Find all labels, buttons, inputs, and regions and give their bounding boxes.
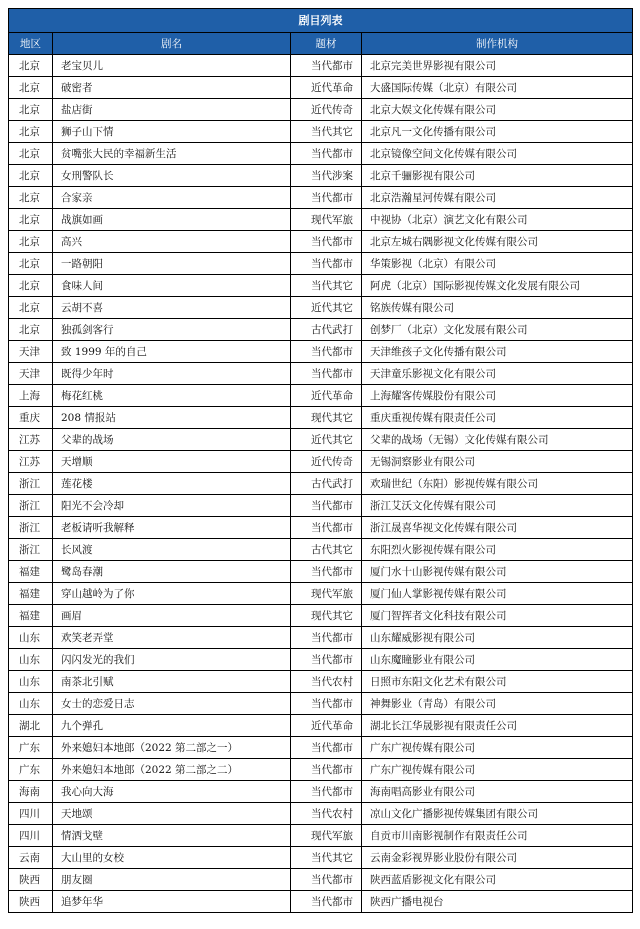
cell-genre: 近代革命	[291, 715, 362, 737]
table-row	[9, 891, 633, 913]
cell-production-company: 神舞影业（青岛）有限公司	[362, 693, 633, 715]
cell-production-company: 厦门仙人掌影视传媒有限公司	[362, 583, 633, 605]
cell-genre: 当代其它	[291, 121, 362, 143]
cell-drama-name: 鹭岛春潮	[53, 561, 291, 583]
table-row	[9, 495, 633, 517]
cell-drama-name: 父辈的战场	[53, 429, 291, 451]
cell-production-company: 山东耀威影视有限公司	[362, 627, 633, 649]
cell-drama-name: 208 情报站	[53, 407, 291, 429]
cell-genre: 当代都市	[291, 187, 362, 209]
cell-genre: 当代都市	[291, 693, 362, 715]
header-production-company: 制作机构	[362, 33, 633, 55]
cell-genre: 当代都市	[291, 737, 362, 759]
cell-production-company: 浙江晟喜华视文化传媒有限公司	[362, 517, 633, 539]
cell-production-company: 广东广视传媒有限公司	[362, 759, 633, 781]
cell-production-company: 凉山文化广播影视传媒集团有限公司	[362, 803, 633, 825]
table-row	[9, 275, 633, 297]
cell-drama-name: 外来媳妇本地郎（2022 第二部之一）	[53, 737, 291, 759]
cell-genre: 近代其它	[291, 429, 362, 451]
cell-production-company: 厦门水十山影视传媒有限公司	[362, 561, 633, 583]
cell-genre: 现代军旅	[291, 583, 362, 605]
cell-region: 上海	[9, 385, 53, 407]
table-row	[9, 671, 633, 693]
cell-genre: 当代都市	[291, 891, 362, 913]
table-row	[9, 847, 633, 869]
table-row	[9, 99, 633, 121]
cell-drama-name: 梅花红桃	[53, 385, 291, 407]
cell-production-company: 自贡市川南影视制作有限责任公司	[362, 825, 633, 847]
table-row	[9, 869, 633, 891]
cell-genre: 当代涉案	[291, 165, 362, 187]
cell-region: 北京	[9, 55, 53, 77]
table-row	[9, 825, 633, 847]
cell-production-company: 无锡洞察影业有限公司	[362, 451, 633, 473]
cell-genre: 当代都市	[291, 869, 362, 891]
cell-drama-name: 女士的恋爱日志	[53, 693, 291, 715]
cell-drama-name: 外来媳妇本地郎（2022 第二部之二）	[53, 759, 291, 781]
table-row	[9, 143, 633, 165]
cell-production-company: 北京镜像空间文化传媒有限公司	[362, 143, 633, 165]
cell-region: 天津	[9, 341, 53, 363]
cell-genre: 近代传奇	[291, 99, 362, 121]
cell-drama-name: 狮子山下情	[53, 121, 291, 143]
table-row	[9, 319, 633, 341]
cell-drama-name: 战旗如画	[53, 209, 291, 231]
cell-drama-name: 合家亲	[53, 187, 291, 209]
cell-region: 福建	[9, 583, 53, 605]
cell-drama-name: 画眉	[53, 605, 291, 627]
cell-region: 广东	[9, 737, 53, 759]
cell-region: 北京	[9, 209, 53, 231]
table-row	[9, 55, 633, 77]
table-row	[9, 517, 633, 539]
cell-production-company: 湖北长江华晟影视有限责任公司	[362, 715, 633, 737]
cell-drama-name: 南茶北引赋	[53, 671, 291, 693]
table-row	[9, 561, 633, 583]
cell-production-company: 云南金彩视界影业股份有限公司	[362, 847, 633, 869]
cell-production-company: 浙江艾沃文化传媒有限公司	[362, 495, 633, 517]
cell-drama-name: 高兴	[53, 231, 291, 253]
cell-region: 江苏	[9, 429, 53, 451]
cell-genre: 近代革命	[291, 77, 362, 99]
cell-region: 山东	[9, 627, 53, 649]
cell-production-company: 阿虎（北京）国际影视传媒文化发展有限公司	[362, 275, 633, 297]
cell-genre: 当代都市	[291, 495, 362, 517]
cell-genre: 当代都市	[291, 627, 362, 649]
cell-drama-name: 老宝贝儿	[53, 55, 291, 77]
cell-drama-name: 一路朝阳	[53, 253, 291, 275]
cell-region: 北京	[9, 77, 53, 99]
cell-region: 福建	[9, 605, 53, 627]
cell-production-company: 北京千骊影视有限公司	[362, 165, 633, 187]
table-row	[9, 297, 633, 319]
cell-region: 江苏	[9, 451, 53, 473]
table-row	[9, 693, 633, 715]
cell-production-company: 北京完美世界影视有限公司	[362, 55, 633, 77]
cell-region: 北京	[9, 275, 53, 297]
table-row	[9, 341, 633, 363]
cell-region: 北京	[9, 187, 53, 209]
cell-drama-name: 女刑警队长	[53, 165, 291, 187]
cell-drama-name: 长风渡	[53, 539, 291, 561]
table-row	[9, 539, 633, 561]
cell-genre: 当代其它	[291, 275, 362, 297]
cell-region: 重庆	[9, 407, 53, 429]
cell-production-company: 北京左城右隅影视文化传媒有限公司	[362, 231, 633, 253]
cell-genre: 近代革命	[291, 385, 362, 407]
cell-region: 浙江	[9, 495, 53, 517]
cell-region: 山东	[9, 671, 53, 693]
cell-drama-name: 莲花楼	[53, 473, 291, 495]
cell-production-company: 北京大娱文化传媒有限公司	[362, 99, 633, 121]
cell-region: 云南	[9, 847, 53, 869]
cell-drama-name: 天增顺	[53, 451, 291, 473]
cell-region: 山东	[9, 649, 53, 671]
table-row	[9, 429, 633, 451]
cell-region: 浙江	[9, 517, 53, 539]
cell-region: 北京	[9, 165, 53, 187]
cell-drama-name: 云胡不喜	[53, 297, 291, 319]
cell-production-company: 华策影视（北京）有限公司	[362, 253, 633, 275]
table-row	[9, 759, 633, 781]
table-row	[9, 363, 633, 385]
cell-production-company: 大盛国际传媒（北京）有限公司	[362, 77, 633, 99]
cell-drama-name: 破密者	[53, 77, 291, 99]
table-row	[9, 451, 633, 473]
cell-genre: 当代都市	[291, 143, 362, 165]
cell-region: 北京	[9, 297, 53, 319]
cell-region: 北京	[9, 231, 53, 253]
table-row	[9, 649, 633, 671]
cell-production-company: 天津维孩子文化传播有限公司	[362, 341, 633, 363]
table-row	[9, 407, 633, 429]
cell-genre: 当代其它	[291, 847, 362, 869]
table-row	[9, 209, 633, 231]
cell-drama-name: 大山里的女校	[53, 847, 291, 869]
cell-production-company: 重庆重视传媒有限责任公司	[362, 407, 633, 429]
cell-production-company: 中视协（北京）演艺文化有限公司	[362, 209, 633, 231]
cell-region: 山东	[9, 693, 53, 715]
cell-genre: 近代其它	[291, 297, 362, 319]
cell-drama-name: 阳光不会冷却	[53, 495, 291, 517]
cell-region: 浙江	[9, 473, 53, 495]
cell-drama-name: 天地颂	[53, 803, 291, 825]
cell-region: 浙江	[9, 539, 53, 561]
cell-genre: 现代其它	[291, 407, 362, 429]
table-row	[9, 627, 633, 649]
cell-genre: 古代其它	[291, 539, 362, 561]
cell-drama-name: 我心向大海	[53, 781, 291, 803]
cell-drama-name: 致 1999 年的自己	[53, 341, 291, 363]
cell-region: 四川	[9, 803, 53, 825]
table-row	[9, 781, 633, 803]
table-title-row	[9, 9, 633, 33]
cell-production-company: 海南唱高影业有限公司	[362, 781, 633, 803]
cell-production-company: 山东魔瞳影业有限公司	[362, 649, 633, 671]
table-title: 剧目列表	[9, 9, 633, 33]
cell-drama-name: 九个弹孔	[53, 715, 291, 737]
cell-region: 陕西	[9, 869, 53, 891]
table-row	[9, 77, 633, 99]
table-row	[9, 253, 633, 275]
table-row	[9, 473, 633, 495]
cell-drama-name: 追梦年华	[53, 891, 291, 913]
cell-region: 海南	[9, 781, 53, 803]
cell-region: 湖北	[9, 715, 53, 737]
cell-genre: 当代都市	[291, 649, 362, 671]
cell-production-company: 欢瑞世纪（东阳）影视传媒有限公司	[362, 473, 633, 495]
table-row	[9, 187, 633, 209]
cell-genre: 当代都市	[291, 363, 362, 385]
cell-drama-name: 穿山越岭为了你	[53, 583, 291, 605]
cell-drama-name: 既得少年时	[53, 363, 291, 385]
cell-production-company: 父辈的战场（无锡）文化传媒有限公司	[362, 429, 633, 451]
cell-genre: 当代都市	[291, 759, 362, 781]
cell-genre: 古代武打	[291, 473, 362, 495]
table-row	[9, 715, 633, 737]
cell-region: 福建	[9, 561, 53, 583]
cell-production-company: 陕西广播电视台	[362, 891, 633, 913]
cell-drama-name: 老板请听我解释	[53, 517, 291, 539]
cell-drama-name: 贫嘴张大民的幸福新生活	[53, 143, 291, 165]
cell-drama-name: 盐店街	[53, 99, 291, 121]
cell-drama-name: 独孤剑客行	[53, 319, 291, 341]
cell-region: 天津	[9, 363, 53, 385]
cell-region: 北京	[9, 253, 53, 275]
table-header-row	[9, 33, 633, 55]
cell-production-company: 上海耀客传媒股份有限公司	[362, 385, 633, 407]
cell-production-company: 北京凡一文化传播有限公司	[362, 121, 633, 143]
cell-region: 北京	[9, 143, 53, 165]
table-row	[9, 583, 633, 605]
table-row	[9, 605, 633, 627]
cell-region: 陕西	[9, 891, 53, 913]
cell-genre: 当代都市	[291, 231, 362, 253]
cell-genre: 古代武打	[291, 319, 362, 341]
cell-genre: 当代农村	[291, 803, 362, 825]
cell-region: 北京	[9, 121, 53, 143]
drama-table	[8, 8, 633, 913]
table-body	[9, 55, 633, 913]
cell-genre: 当代都市	[291, 561, 362, 583]
cell-production-company: 日照市东阳文化艺术有限公司	[362, 671, 633, 693]
cell-genre: 现代其它	[291, 605, 362, 627]
cell-region: 四川	[9, 825, 53, 847]
cell-production-company: 创梦厂（北京）文化发展有限公司	[362, 319, 633, 341]
drama-list	[8, 8, 632, 913]
table-row	[9, 803, 633, 825]
table-row	[9, 385, 633, 407]
cell-genre: 现代军旅	[291, 825, 362, 847]
header-genre: 题材	[291, 33, 362, 55]
cell-region: 北京	[9, 319, 53, 341]
cell-drama-name: 食味人间	[53, 275, 291, 297]
cell-region: 广东	[9, 759, 53, 781]
cell-genre: 当代都市	[291, 253, 362, 275]
cell-drama-name: 情洒戈壁	[53, 825, 291, 847]
header-drama-name: 剧名	[53, 33, 291, 55]
cell-drama-name: 欢笑老弄堂	[53, 627, 291, 649]
cell-drama-name: 朋友圈	[53, 869, 291, 891]
cell-genre: 当代都市	[291, 781, 362, 803]
cell-region: 北京	[9, 99, 53, 121]
cell-genre: 当代农村	[291, 671, 362, 693]
cell-production-company: 厦门智挥者文化科技有限公司	[362, 605, 633, 627]
cell-genre: 当代都市	[291, 517, 362, 539]
table-row	[9, 737, 633, 759]
cell-production-company: 北京浩瀚星河传媒有限公司	[362, 187, 633, 209]
cell-production-company: 广东广视传媒有限公司	[362, 737, 633, 759]
table-row	[9, 121, 633, 143]
table-row	[9, 165, 633, 187]
cell-production-company: 铭族传媒有限公司	[362, 297, 633, 319]
cell-production-company: 陕西蓝盾影视文化有限公司	[362, 869, 633, 891]
cell-genre: 当代都市	[291, 55, 362, 77]
cell-drama-name: 闪闪发光的我们	[53, 649, 291, 671]
cell-production-company: 天津童乐影视文化有限公司	[362, 363, 633, 385]
cell-genre: 当代都市	[291, 341, 362, 363]
table-row	[9, 231, 633, 253]
header-region: 地区	[9, 33, 53, 55]
cell-genre: 现代军旅	[291, 209, 362, 231]
cell-genre: 近代传奇	[291, 451, 362, 473]
cell-production-company: 东阳烈火影视传媒有限公司	[362, 539, 633, 561]
